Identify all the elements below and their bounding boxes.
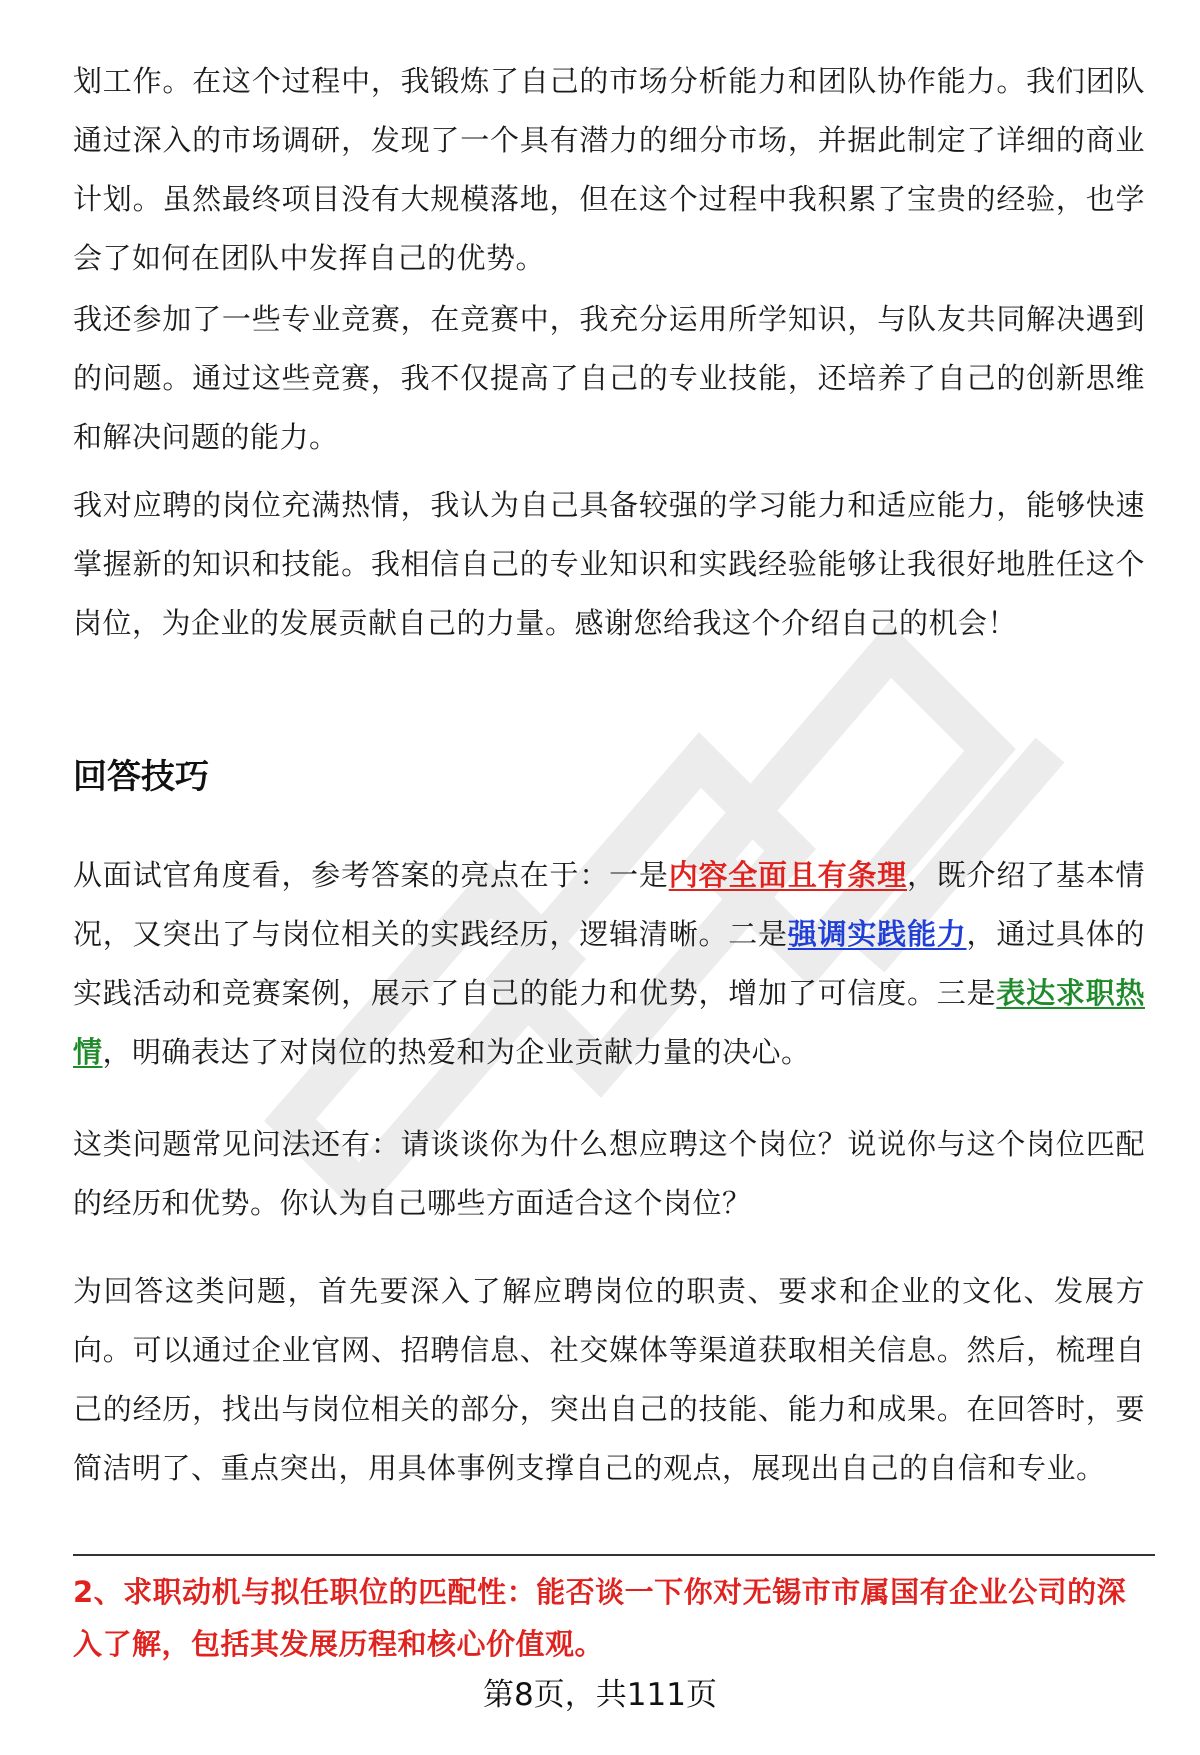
paragraph-competitions: 我还参加了一些专业竞赛，在竞赛中，我充分运用所学知识，与队友共同解决遇到的问题。通过这些竞赛，我不仅提高了自己的专业技能，还培养了自己的创新思维和解决问题的能力。: [73, 302, 1145, 454]
tips-intro: 从面试官角度看，参考答案的亮点在于：一是: [73, 858, 669, 892]
section-divider: [73, 1554, 1155, 1556]
paragraph-how-to-answer: 为回答这类问题，首先要深入了解应聘岗位的职责、要求和企业的文化、发展方向。可以通过企业官网、招聘信息、社交媒体等渠道获取相关信息。然后，梳理自己的经历，找出与岗位相关的部分，突出自己的技能、能力和成果。在回答时，要简洁明了、重点突出，用具体事例支撑自己的观点，展现出自己的自信和专业。: [73, 1274, 1145, 1485]
paragraph-enthusiasm: 我对应聘的岗位充满热情，我认为自己具备较强的学习能力和适应能力，能够快速掌握新的知识和技能。我相信自己的专业知识和实践经验能够让我很好地胜任这个岗位，为企业的发展贡献自己的力量。感谢您给我这个介绍自己的机会！: [73, 488, 1145, 640]
highlight-comprehensive: 内容全面且有条理: [668, 858, 907, 892]
section-heading: 回答技巧: [73, 757, 209, 797]
page-number: 第8页，共111页: [483, 1677, 717, 1713]
tips-mid-2: ，通过具体的实践活动和竞赛案例，展示了自己的能力和优势，增加了可信度。三是: [73, 917, 1145, 1010]
tips-mid-1: ，既介绍了基本情况，又突出了与岗位相关的实践经历，逻辑清晰。二是: [73, 858, 1145, 951]
next-question: 2、求职动机与拟任职位的匹配性：能否谈一下你对无锡市市属国有企业公司的深入了解，包括其发展历程和核心价值观。: [73, 1575, 1127, 1661]
paragraph-tips: [73, 846, 1145, 1082]
highlight-practice: 强调实践能力: [787, 917, 967, 951]
paragraph-common-questions: 这类问题常见问法还有：请谈谈你为什么想应聘这个岗位？说说你与这个岗位匹配的经历和优势。你认为自己哪些方面适合这个岗位？: [73, 1127, 1145, 1220]
paragraph-experience: 划工作。在这个过程中，我锻炼了自己的市场分析能力和团队协作能力。我们团队通过深入的市场调研，发现了一个具有潜力的细分市场，并据此制定了详细的商业计划。虽然最终项目没有大规模落地，但在这个过程中我积累了宝贵的经验，也学会了如何在团队中发挥自己的优势。: [73, 64, 1145, 275]
highlight-enthusiasm: 表达求职热情: [73, 976, 1145, 1069]
tips-end: ，明确表达了对岗位的热爱和为企业贡献力量的决心。: [102, 1035, 811, 1069]
